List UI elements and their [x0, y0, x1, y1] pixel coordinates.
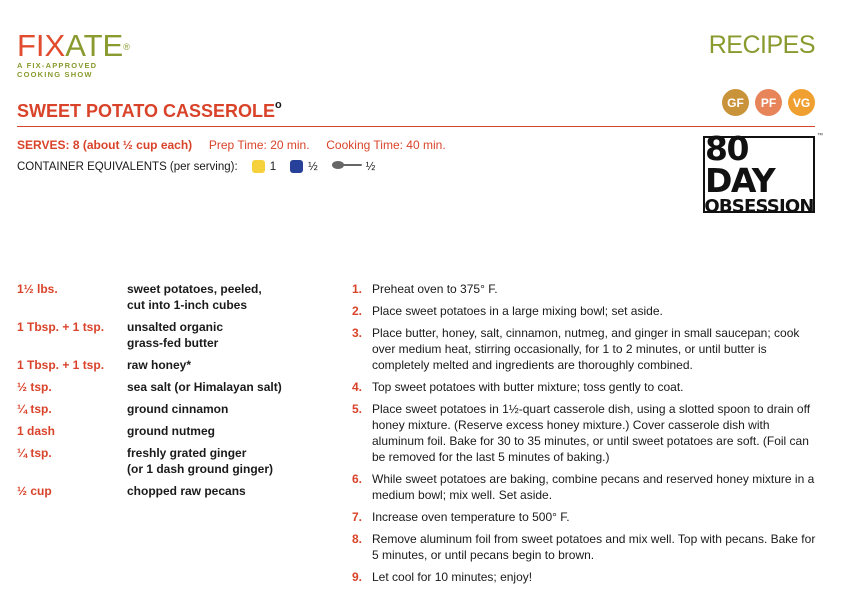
logo-tagline-2: COOKING SHOW	[17, 70, 93, 79]
container-item-blue	[290, 160, 318, 173]
step-number: 1.	[352, 282, 363, 296]
direction-step	[352, 379, 817, 395]
diet-badges	[722, 89, 815, 116]
ingredient-qty: 1 Tbsp. + 1 tsp.	[17, 320, 105, 334]
ingredient-name	[127, 423, 215, 439]
step-text: Preheat oven to 375° F.	[372, 282, 498, 296]
ingredient-line-1: freshly grated ginger	[127, 446, 247, 460]
ingredient-line-1: raw honey*	[127, 358, 192, 372]
title-divider	[17, 126, 815, 127]
step-text: Top sweet potatoes with butter mixture; toss gently to coat.	[372, 380, 684, 394]
container-item-yellow	[252, 160, 276, 173]
ingredient-line-1: sweet potatoes, peeled,	[127, 282, 262, 296]
step-number: 4.	[352, 380, 363, 394]
recipe-title-text: SWEET POTATO CASSEROLE	[17, 101, 276, 121]
container-equivalents-label: CONTAINER EQUIVALENTS (per serving):	[17, 160, 238, 173]
serves-label: SERVES:	[17, 138, 70, 152]
ingredient-line-1: unsalted organic	[127, 320, 224, 334]
ingredient-line-1: chopped raw pecans	[127, 484, 246, 498]
ingredient-line-1: sea salt (or Himalayan salt)	[127, 380, 282, 394]
ingredient-line-1: ground nutmeg	[127, 424, 215, 438]
direction-step	[352, 471, 817, 503]
ingredient-qty: ¼ tsp.	[17, 402, 52, 416]
program-line-1: 80 DAY	[705, 128, 775, 200]
ingredient-row	[17, 401, 337, 417]
container-value-teaspoon: ½	[365, 160, 376, 173]
pf-badge: PF	[755, 89, 782, 116]
direction-list	[352, 281, 817, 591]
logo-registered: ®	[123, 42, 130, 52]
ingredient-qty: ½ tsp.	[17, 380, 52, 394]
recipe-title-mark: o	[275, 99, 282, 111]
ingredient-row	[17, 483, 337, 499]
ingredient-line-2: (or 1 dash ground ginger)	[127, 462, 273, 476]
gf-badge: GF	[722, 89, 749, 116]
step-number: 5.	[352, 402, 363, 416]
direction-step	[352, 531, 817, 563]
ingredient-row	[17, 357, 337, 373]
container-equivalents	[17, 160, 375, 173]
direction-step	[352, 401, 817, 465]
prep-time: Prep Time: 20 min.	[208, 138, 310, 152]
ingredient-line-2: cut into 1-inch cubes	[127, 298, 248, 312]
recipe-meta	[17, 138, 446, 152]
step-number: 8.	[352, 532, 363, 546]
logo-tagline-1: A FIX-APPROVED	[17, 61, 98, 70]
ingredient-row	[17, 423, 337, 439]
ingredient-row	[17, 445, 337, 477]
step-number: 9.	[352, 570, 363, 584]
recipe-title	[17, 101, 282, 122]
ingredient-row	[17, 281, 337, 313]
ingredient-name	[127, 401, 228, 417]
direction-step	[352, 569, 817, 585]
step-text: Place butter, honey, salt, cinnamon, nutmeg, and ginger in small saucepan; cook over medium heat, stirring occasionally, for 1 to 2 minutes, or until butter is completely melted and ingredients are thoroughly combined.	[372, 326, 800, 372]
cooking-time: Cooking Time: 40 min.	[326, 138, 446, 152]
ingredient-line-1: ground cinnamon	[127, 402, 229, 416]
container-value-yellow: 1	[269, 160, 277, 173]
ingredient-name	[127, 483, 246, 499]
step-number: 3.	[352, 326, 363, 340]
step-text: While sweet potatoes are baking, combine pecans and reserved honey mixture in a medium bowl; mix well. Set aside.	[372, 472, 815, 502]
step-number: 7.	[352, 510, 363, 524]
ingredient-name	[127, 379, 282, 395]
ingredient-qty: 1½ lbs.	[17, 282, 58, 296]
container-item-teaspoon	[332, 160, 376, 173]
section-label: RECIPES	[708, 31, 815, 59]
ingredient-name	[127, 281, 262, 313]
ingredient-qty: 1 dash	[17, 424, 56, 438]
ingredient-name	[127, 357, 191, 373]
teaspoon-icon	[332, 160, 362, 173]
ingredient-qty: ¼ tsp.	[17, 446, 52, 460]
step-text: Increase oven temperature to 500° F.	[372, 510, 570, 524]
direction-step	[352, 281, 817, 297]
ingredient-qty: 1 Tbsp. + 1 tsp.	[17, 358, 105, 372]
step-number: 6.	[352, 472, 363, 486]
direction-step	[352, 325, 817, 373]
ingredient-row	[17, 379, 337, 395]
ingredient-list	[17, 281, 337, 505]
step-text: Place sweet potatoes in 1½-quart casserole dish, using a slotted spoon to drain off honey mixture. (Reserve excess honey mixture.) Cover casserole dish with aluminum foil. Bake for 30 to 35 minutes, or until sweet potatoes are soft. (Foil can be removed for the last 5 minutes of baking.)	[372, 402, 811, 464]
logo-fix: FIX	[17, 28, 66, 63]
step-number: 2.	[352, 304, 363, 318]
step-text: Place sweet potatoes in a large mixing bowl; set aside.	[372, 304, 663, 318]
direction-step	[352, 509, 817, 525]
yellow-container-icon	[252, 160, 265, 173]
fixate-logo	[17, 30, 130, 79]
80-day-obsession-logo	[703, 128, 815, 217]
ingredient-line-2: grass-fed butter	[127, 336, 219, 350]
ingredient-name	[127, 445, 273, 477]
step-text: Remove aluminum foil from sweet potatoes and mix well. Top with pecans. Bake for 5 minutes, or until pecans begin to brown.	[372, 532, 816, 562]
direction-step	[352, 303, 817, 319]
program-line-2: OBSESSION	[704, 195, 814, 217]
ingredient-qty: ½ cup	[17, 484, 52, 498]
serves-value: 8 (about ½ cup each)	[72, 138, 193, 152]
container-value-blue: ½	[308, 160, 318, 173]
ingredient-row	[17, 319, 337, 351]
step-text: Let cool for 10 minutes; enjoy!	[372, 570, 533, 584]
logo-ate: ATE	[65, 28, 124, 63]
blue-container-icon	[290, 160, 303, 173]
ingredient-name	[127, 319, 223, 351]
logo-wordmark	[17, 30, 130, 61]
vg-badge: VG	[788, 89, 815, 116]
program-trademark: ™	[817, 133, 823, 139]
